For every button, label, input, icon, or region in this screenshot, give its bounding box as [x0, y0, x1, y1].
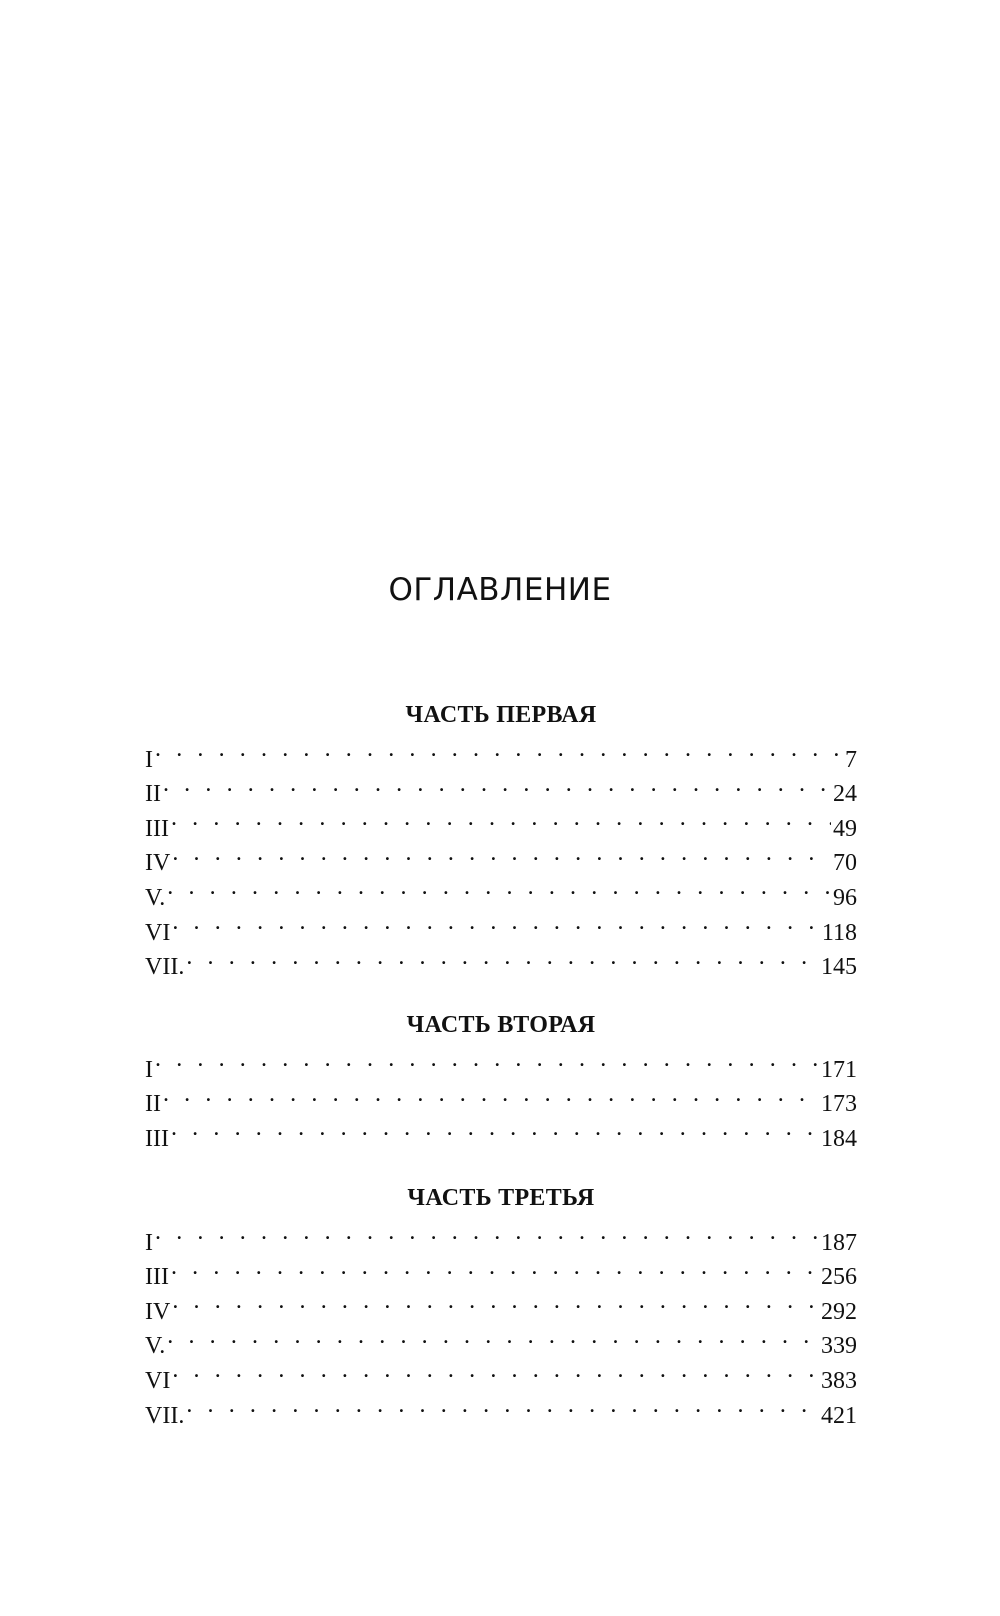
chapter-number: III	[145, 815, 169, 842]
dot-leader	[171, 801, 831, 836]
chapter-number: II	[145, 1091, 161, 1118]
chapter-number: VII.	[145, 954, 185, 981]
dot-leader	[163, 1077, 819, 1112]
chapter-number: IV	[145, 850, 171, 877]
dot-leader	[171, 1250, 819, 1285]
toc-entry[interactable]	[145, 767, 857, 808]
toc-entry[interactable]	[145, 1215, 857, 1256]
page-number: 145	[821, 950, 857, 985]
page-number: 49	[833, 812, 857, 847]
chapter-number: III	[145, 1125, 169, 1152]
toc-entry[interactable]	[145, 801, 857, 842]
chapter-number: VI	[145, 919, 171, 946]
dot-leader	[186, 1388, 819, 1423]
dot-leader	[167, 1319, 819, 1354]
chapter-number: I	[145, 1229, 153, 1256]
toc-entry[interactable]	[145, 1284, 857, 1325]
chapter-number: III	[145, 1264, 169, 1291]
page-number: 173	[821, 1087, 857, 1122]
page-number: 383	[821, 1364, 857, 1399]
page-number: 118	[822, 916, 857, 951]
dot-leader	[155, 732, 843, 767]
chapter-number: VII.	[145, 1402, 185, 1429]
chapter-number: II	[145, 781, 161, 808]
page-number: 7	[845, 743, 857, 778]
page-number: 171	[821, 1053, 857, 1088]
dot-leader	[172, 905, 820, 940]
dot-leader	[155, 1215, 819, 1250]
page-number: 96	[833, 881, 857, 916]
part-heading: ЧАСТЬ ПЕРВАЯ	[405, 702, 597, 728]
page-number: 292	[821, 1295, 857, 1330]
chapter-number: I	[145, 746, 153, 773]
toc-entry[interactable]	[145, 905, 857, 946]
dot-leader	[172, 1284, 819, 1319]
chapter-number: IV	[145, 1298, 171, 1325]
toc-entry[interactable]	[145, 940, 857, 981]
toc-entry[interactable]	[145, 1042, 857, 1083]
dot-leader	[167, 870, 831, 905]
page-number: 421	[821, 1399, 857, 1434]
dot-leader	[172, 1353, 819, 1388]
dot-leader	[172, 836, 831, 871]
toc-section-part-1	[145, 698, 857, 981]
toc-entry[interactable]	[145, 732, 857, 773]
toc-entry[interactable]	[145, 836, 857, 877]
dot-leader	[171, 1111, 819, 1146]
toc-entry[interactable]	[145, 1319, 857, 1360]
chapter-number: V.	[145, 1333, 166, 1360]
chapter-number: I	[145, 1056, 153, 1083]
part-heading: ЧАСТЬ ТРЕТЬЯ	[407, 1185, 595, 1211]
page-title: ОГЛАВЛЕНИЕ	[388, 572, 612, 608]
toc-entry[interactable]	[145, 1250, 857, 1291]
dot-leader	[163, 767, 831, 802]
toc-entry[interactable]	[145, 1077, 857, 1118]
toc-entry[interactable]	[145, 1353, 857, 1394]
toc-section-part-2	[145, 1008, 857, 1152]
page-number: 187	[821, 1226, 857, 1261]
page-number: 339	[821, 1329, 857, 1364]
page-number: 70	[833, 846, 857, 881]
page-number: 256	[821, 1260, 857, 1295]
dot-leader	[155, 1042, 819, 1077]
toc-entry[interactable]	[145, 1388, 857, 1429]
toc-entry[interactable]	[145, 870, 857, 911]
part-heading: ЧАСТЬ ВТОРАЯ	[406, 1012, 596, 1038]
chapter-number: V.	[145, 884, 166, 911]
page-number: 184	[821, 1122, 857, 1157]
dot-leader	[186, 940, 819, 975]
toc-entry[interactable]	[145, 1111, 857, 1152]
toc-section-part-3	[145, 1181, 857, 1429]
chapter-number: VI	[145, 1367, 171, 1394]
page-number: 24	[833, 777, 857, 812]
